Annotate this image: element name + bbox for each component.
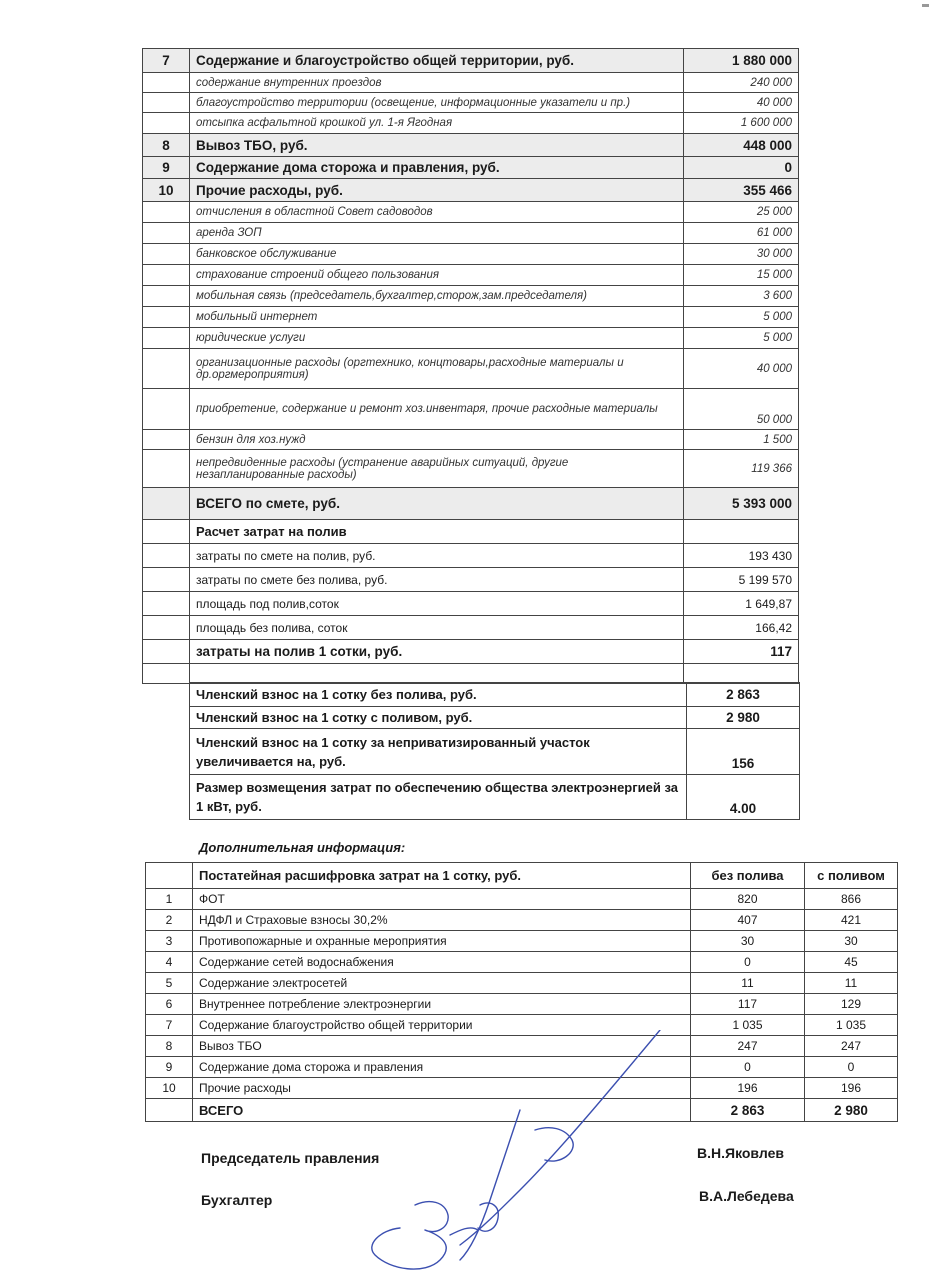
row-number: 4 xyxy=(146,952,193,973)
row-value-no-watering: 407 xyxy=(691,910,805,931)
row-number xyxy=(143,520,190,544)
table-row xyxy=(143,113,799,134)
table-row xyxy=(143,286,799,307)
signature-stroke xyxy=(535,1128,573,1161)
row-label: Расчет затрат на полив xyxy=(190,520,684,544)
row-number xyxy=(143,113,190,134)
total-with-watering: 2 980 xyxy=(805,1099,898,1122)
table-row xyxy=(143,265,799,286)
row-label: содержание внутренних проездов xyxy=(190,73,684,93)
table-row xyxy=(143,520,799,544)
empty-cell xyxy=(684,664,799,684)
row-value: 166,42 xyxy=(684,616,799,640)
total-label: ВСЕГО xyxy=(193,1099,691,1122)
fee-label: Членский взнос на 1 сотку без полива, руб. xyxy=(190,683,687,707)
row-number: 7 xyxy=(143,49,190,73)
table-row xyxy=(146,910,898,931)
row-value: 15 000 xyxy=(684,265,799,286)
row-label: приобретение, содержание и ремонт хоз.инвентаря, прочие расходные материалы xyxy=(190,389,684,430)
row-value: 117 xyxy=(684,640,799,664)
row-value-with-watering: 247 xyxy=(805,1036,898,1057)
row-value: 193 430 xyxy=(684,544,799,568)
table-row xyxy=(146,889,898,910)
row-number xyxy=(143,544,190,568)
row-number: 3 xyxy=(146,931,193,952)
table-row xyxy=(146,952,898,973)
row-value-no-watering: 0 xyxy=(691,952,805,973)
row-number xyxy=(143,73,190,93)
row-value-with-watering: 11 xyxy=(805,973,898,994)
row-value-with-watering: 1 035 xyxy=(805,1015,898,1036)
row-number xyxy=(143,592,190,616)
row-label: площадь под полив,соток xyxy=(190,592,684,616)
table-row xyxy=(143,664,799,684)
row-label: Вывоз ТБО, руб. xyxy=(190,134,684,157)
row-label: Содержание дома сторожа и правления xyxy=(193,1057,691,1078)
row-value: 1 500 xyxy=(684,430,799,450)
row-value: 5 199 570 xyxy=(684,568,799,592)
row-value-no-watering: 1 035 xyxy=(691,1015,805,1036)
table-row xyxy=(143,592,799,616)
row-value-with-watering: 421 xyxy=(805,910,898,931)
fee-value: 2 863 xyxy=(687,683,800,707)
row-label: отчисления в областной Совет садоводов xyxy=(190,202,684,223)
table-row xyxy=(146,994,898,1015)
row-label: благоустройство территории (освещение, информационные указатели и пр.) xyxy=(190,93,684,113)
row-label: организационные расходы (оргтехнико, концтовары,расходные материалы и др.оргмероприятия) xyxy=(190,349,684,389)
row-number: 6 xyxy=(146,994,193,1015)
row-value-with-watering: 0 xyxy=(805,1057,898,1078)
row-label: Содержание дома сторожа и правления, руб. xyxy=(190,157,684,179)
total-no-watering: 2 863 xyxy=(691,1099,805,1122)
header-col-no-watering: без полива xyxy=(691,863,805,889)
row-value-no-watering: 196 xyxy=(691,1078,805,1099)
row-number xyxy=(143,616,190,640)
row-label: бензин для хоз.нужд xyxy=(190,430,684,450)
fee-label: Членский взнос на 1 сотку за неприватизированный участок увеличивается на, руб. xyxy=(190,729,687,775)
table-row xyxy=(190,775,800,820)
row-label: Содержание и благоустройство общей территории, руб. xyxy=(190,49,684,73)
row-number xyxy=(143,640,190,664)
header-label: Постатейная расшифровка затрат на 1 сотку, руб. xyxy=(193,863,691,889)
row-value: 50 000 xyxy=(684,389,799,430)
row-number xyxy=(143,307,190,328)
table-row xyxy=(143,202,799,223)
row-number xyxy=(143,568,190,592)
row-label: ФОТ xyxy=(193,889,691,910)
accountant-title: Бухгалтер xyxy=(201,1192,273,1208)
row-value-no-watering: 117 xyxy=(691,994,805,1015)
row-value-no-watering: 0 xyxy=(691,1057,805,1078)
row-number: 1 xyxy=(146,889,193,910)
table-row xyxy=(143,179,799,202)
row-value: 61 000 xyxy=(684,223,799,244)
row-label: банковское обслуживание xyxy=(190,244,684,265)
row-number xyxy=(143,450,190,488)
row-value: 5 393 000 xyxy=(684,488,799,520)
row-value: 30 000 xyxy=(684,244,799,265)
row-number xyxy=(143,202,190,223)
row-value-with-watering: 196 xyxy=(805,1078,898,1099)
chairman-name: В.Н.Яковлев xyxy=(697,1145,784,1161)
row-number: 2 xyxy=(146,910,193,931)
row-value: 1 880 000 xyxy=(684,49,799,73)
table-row xyxy=(143,640,799,664)
row-number: 8 xyxy=(146,1036,193,1057)
row-label: Прочие расходы xyxy=(193,1078,691,1099)
empty-cell xyxy=(146,1099,193,1122)
row-label: площадь без полива, соток xyxy=(190,616,684,640)
membership-fees-table xyxy=(189,682,800,820)
empty-cell xyxy=(143,664,190,684)
table-row xyxy=(143,544,799,568)
row-label: затраты по смете без полива, руб. xyxy=(190,568,684,592)
row-value: 1 649,87 xyxy=(684,592,799,616)
row-value: 5 000 xyxy=(684,307,799,328)
row-value-with-watering: 30 xyxy=(805,931,898,952)
table-row xyxy=(190,683,800,707)
row-value: 25 000 xyxy=(684,202,799,223)
table-row xyxy=(146,973,898,994)
row-number: 5 xyxy=(146,973,193,994)
row-label: отсыпка асфальтной крошкой ул. 1-я Ягодная xyxy=(190,113,684,134)
row-label: мобильный интернет xyxy=(190,307,684,328)
table-row xyxy=(146,931,898,952)
row-label: Содержание благоустройство общей территории xyxy=(193,1015,691,1036)
row-value: 355 466 xyxy=(684,179,799,202)
table-row xyxy=(143,450,799,488)
budget-table xyxy=(142,48,799,684)
row-label: затраты на полив 1 сотки, руб. xyxy=(190,640,684,664)
row-value-with-watering: 129 xyxy=(805,994,898,1015)
table-row xyxy=(143,568,799,592)
row-value: 1 600 000 xyxy=(684,113,799,134)
row-label: ВСЕГО по смете, руб. xyxy=(190,488,684,520)
scan-mark xyxy=(922,4,929,7)
table-row xyxy=(190,729,800,775)
row-value: 40 000 xyxy=(684,93,799,113)
row-label: НДФЛ и Страховые взносы 30,2% xyxy=(193,910,691,931)
table-header-row xyxy=(146,863,898,889)
handwritten-signature xyxy=(360,1030,680,1280)
row-value: 3 600 xyxy=(684,286,799,307)
fee-value: 156 xyxy=(687,729,800,775)
table-row xyxy=(143,430,799,450)
row-number xyxy=(143,389,190,430)
row-value-no-watering: 820 xyxy=(691,889,805,910)
row-label: Прочие расходы, руб. xyxy=(190,179,684,202)
empty-cell xyxy=(190,664,684,684)
table-row xyxy=(143,49,799,73)
signature-stroke xyxy=(372,1202,448,1269)
table-row xyxy=(143,134,799,157)
row-number xyxy=(143,349,190,389)
chairman-title: Председатель правления xyxy=(201,1150,380,1166)
row-label: затраты по смете на полив, руб. xyxy=(190,544,684,568)
row-value-no-watering: 11 xyxy=(691,973,805,994)
row-label: страхование строений общего пользования xyxy=(190,265,684,286)
row-number: 10 xyxy=(146,1078,193,1099)
row-number xyxy=(143,265,190,286)
row-value: 5 000 xyxy=(684,328,799,349)
row-value-with-watering: 45 xyxy=(805,952,898,973)
empty-cell xyxy=(146,863,193,889)
row-label: Содержание сетей водоснабжения xyxy=(193,952,691,973)
fee-value: 4.00 xyxy=(687,775,800,820)
row-label: Содержание электросетей xyxy=(193,973,691,994)
table-row xyxy=(143,307,799,328)
row-number: 8 xyxy=(143,134,190,157)
row-number xyxy=(143,93,190,113)
row-number: 10 xyxy=(143,179,190,202)
table-row xyxy=(143,223,799,244)
row-value: 40 000 xyxy=(684,349,799,389)
row-number: 9 xyxy=(146,1057,193,1078)
table-row xyxy=(143,328,799,349)
accountant-name: В.А.Лебедева xyxy=(699,1188,794,1204)
row-value-no-watering: 30 xyxy=(691,931,805,952)
row-label: Внутреннее потребление электроэнергии xyxy=(193,994,691,1015)
row-value-with-watering: 866 xyxy=(805,889,898,910)
row-number xyxy=(143,328,190,349)
table-row xyxy=(143,616,799,640)
row-number xyxy=(143,286,190,307)
row-value: 448 000 xyxy=(684,134,799,157)
signature-stroke xyxy=(460,1030,660,1245)
row-number xyxy=(143,430,190,450)
table-row xyxy=(143,488,799,520)
header-col-with-watering: с поливом xyxy=(805,863,898,889)
row-label: аренда ЗОП xyxy=(190,223,684,244)
row-number: 7 xyxy=(146,1015,193,1036)
row-label: юридические услуги xyxy=(190,328,684,349)
fee-value: 2 980 xyxy=(687,707,800,729)
row-value xyxy=(684,520,799,544)
row-number xyxy=(143,244,190,265)
table-row xyxy=(143,157,799,179)
table-row xyxy=(143,93,799,113)
row-value: 0 xyxy=(684,157,799,179)
extra-info-title: Дополнительная информация: xyxy=(199,840,406,855)
row-label: Противопожарные и охранные мероприятия xyxy=(193,931,691,952)
row-value: 240 000 xyxy=(684,73,799,93)
row-label: непредвиденные расходы (устранение аварийных ситуаций, другие незапланированные расходы) xyxy=(190,450,684,488)
fee-label: Членский взнос на 1 сотку с поливом, руб. xyxy=(190,707,687,729)
row-number xyxy=(143,223,190,244)
table-row xyxy=(143,73,799,93)
table-row xyxy=(143,389,799,430)
row-label: мобильная связь (председатель,бухгалтер,сторож,зам.председателя) xyxy=(190,286,684,307)
table-row xyxy=(143,244,799,265)
table-row xyxy=(190,707,800,729)
row-value: 119 366 xyxy=(684,450,799,488)
fee-label: Размер возмещения затрат по обеспечению общества электроэнергией за 1 кВт, руб. xyxy=(190,775,687,820)
row-number: 9 xyxy=(143,157,190,179)
row-number xyxy=(143,488,190,520)
row-value-no-watering: 247 xyxy=(691,1036,805,1057)
table-row xyxy=(143,349,799,389)
row-label: Вывоз ТБО xyxy=(193,1036,691,1057)
